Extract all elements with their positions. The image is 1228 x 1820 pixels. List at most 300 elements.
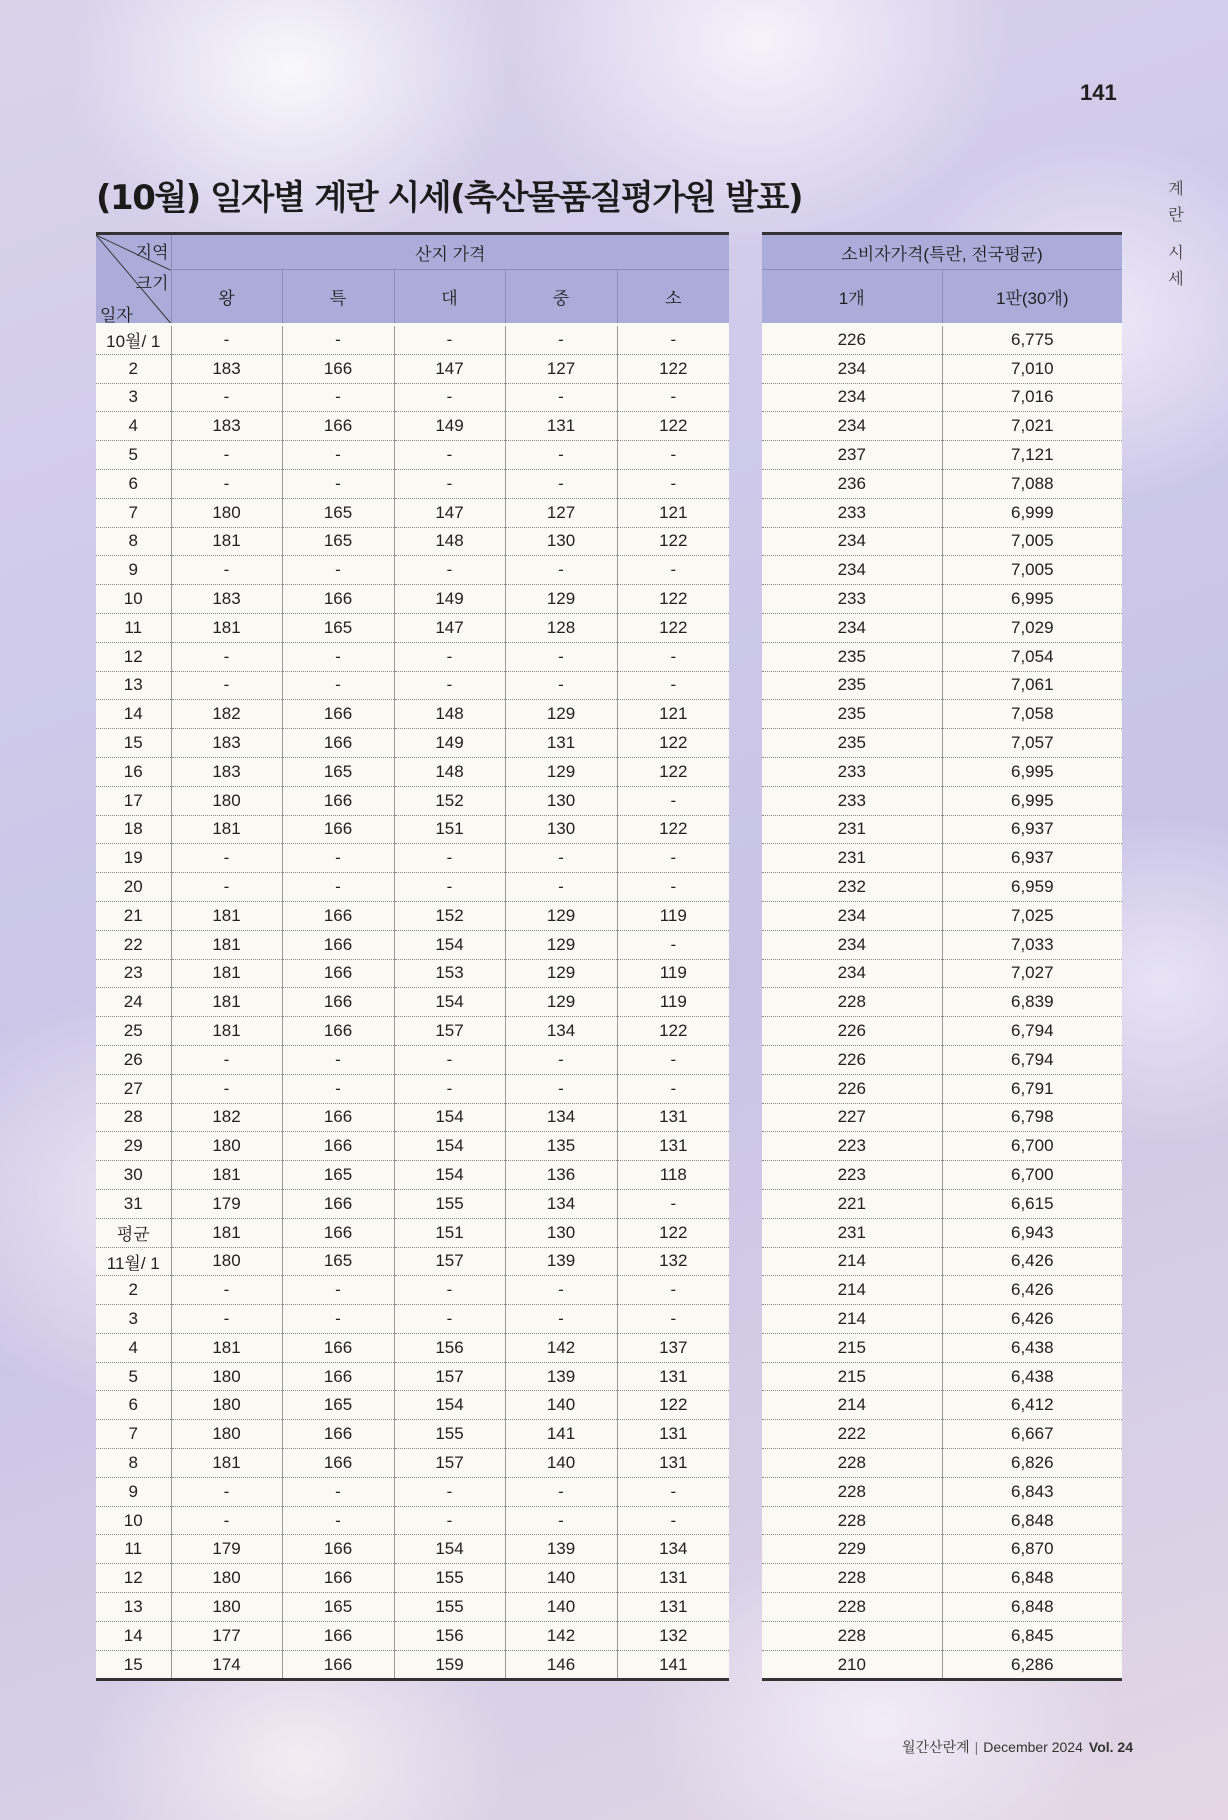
table-row xyxy=(762,844,1122,873)
date-cell: 3 xyxy=(96,1305,171,1334)
price-cell: - xyxy=(505,642,617,671)
price-cell: - xyxy=(282,1276,394,1305)
price-cell: 166 xyxy=(282,1420,394,1449)
price-cell: - xyxy=(171,1477,282,1506)
volume-label: Vol. 24 xyxy=(1088,1739,1133,1755)
price-cell: - xyxy=(505,383,617,412)
consumer-price-cell: 214 xyxy=(762,1247,942,1276)
consumer-price-cell: 6,995 xyxy=(942,585,1122,614)
consumer-price-cell: 228 xyxy=(762,1449,942,1478)
table-row xyxy=(96,1391,729,1420)
price-cell: 166 xyxy=(282,1621,394,1650)
consumer-price-cell: 226 xyxy=(762,1074,942,1103)
date-cell: 10 xyxy=(96,585,171,614)
price-cell: 183 xyxy=(171,729,282,758)
price-cell: 141 xyxy=(617,1650,729,1680)
table-row xyxy=(96,527,729,556)
consumer-price-cell: 6,870 xyxy=(942,1535,1122,1564)
consumer-price-cell: 215 xyxy=(762,1362,942,1391)
consumer-price-cell: 231 xyxy=(762,844,942,873)
consumer-price-cell: 7,016 xyxy=(942,383,1122,412)
consumer-price-cell: 226 xyxy=(762,1017,942,1046)
date-cell: 15 xyxy=(96,1650,171,1680)
consumer-price-cell: 7,057 xyxy=(942,729,1122,758)
price-cell: 122 xyxy=(617,1218,729,1247)
price-cell: 157 xyxy=(394,1449,505,1478)
price-cell: 139 xyxy=(505,1362,617,1391)
table-row xyxy=(762,930,1122,959)
price-cell: - xyxy=(505,1305,617,1334)
table-row xyxy=(762,1621,1122,1650)
date-cell: 8 xyxy=(96,527,171,556)
consumer-price-cell: 6,794 xyxy=(942,1045,1122,1074)
footer: 월간산란계 | December 2024 Vol. 24 xyxy=(902,1739,1133,1755)
corner-region-label: 지역 xyxy=(135,243,169,262)
price-cell: 122 xyxy=(617,613,729,642)
price-cell: 130 xyxy=(505,1218,617,1247)
consumer-price-cell: 233 xyxy=(762,585,942,614)
price-cell: 181 xyxy=(171,815,282,844)
table-row xyxy=(762,1391,1122,1420)
consumer-price-cell: 234 xyxy=(762,556,942,585)
consumer-price-cell: 7,027 xyxy=(942,959,1122,988)
price-cell: 157 xyxy=(394,1362,505,1391)
price-cell: - xyxy=(505,1074,617,1103)
consumer-price-cell: 7,033 xyxy=(942,930,1122,959)
price-cell: 181 xyxy=(171,959,282,988)
consumer-price-cell: 6,426 xyxy=(942,1305,1122,1334)
corner-size-label: 크기 xyxy=(135,274,169,293)
price-cell: - xyxy=(171,469,282,498)
side-label-char: 란 xyxy=(1168,205,1184,224)
price-cell: - xyxy=(617,873,729,902)
price-cell: - xyxy=(282,873,394,902)
consumer-price-cell: 221 xyxy=(762,1189,942,1218)
side-label xyxy=(1166,176,1186,292)
issue-date: December 2024 xyxy=(983,1739,1083,1755)
price-cell: 183 xyxy=(171,354,282,383)
date-cell: 11월/ 1 xyxy=(96,1247,171,1276)
table-row xyxy=(96,757,729,786)
date-cell: 5 xyxy=(96,441,171,470)
consumer-price-cell: 6,775 xyxy=(942,325,1122,355)
table-row xyxy=(762,412,1122,441)
price-cell: 127 xyxy=(505,354,617,383)
price-cell: 132 xyxy=(617,1621,729,1650)
table-row xyxy=(762,1161,1122,1190)
price-cell: 180 xyxy=(171,1420,282,1449)
consumer-price-cell: 6,843 xyxy=(942,1477,1122,1506)
consumer-price-cell: 234 xyxy=(762,412,942,441)
price-cell: - xyxy=(282,844,394,873)
table-row xyxy=(96,786,729,815)
magazine-name: 월간산란계 xyxy=(902,1739,970,1755)
price-cell: 166 xyxy=(282,1103,394,1132)
price-cell: 122 xyxy=(617,729,729,758)
price-cell: 122 xyxy=(617,527,729,556)
consumer-price-cell: 228 xyxy=(762,1593,942,1622)
consumer-price-cell: 214 xyxy=(762,1305,942,1334)
price-cell: - xyxy=(505,325,617,355)
price-cell: - xyxy=(282,1305,394,1334)
consumer-price-cell: 7,054 xyxy=(942,642,1122,671)
price-cell: 165 xyxy=(282,613,394,642)
price-cell: 147 xyxy=(394,498,505,527)
table-row xyxy=(96,1650,729,1680)
consumer-price-cell: 7,005 xyxy=(942,556,1122,585)
price-cell: 130 xyxy=(505,815,617,844)
price-cell: 182 xyxy=(171,700,282,729)
price-cell: 179 xyxy=(171,1535,282,1564)
consumer-price-cell: 7,021 xyxy=(942,412,1122,441)
price-cell: 140 xyxy=(505,1564,617,1593)
price-cell: 148 xyxy=(394,700,505,729)
consumer-price-cell: 234 xyxy=(762,613,942,642)
price-cell: - xyxy=(282,1477,394,1506)
date-cell: 7 xyxy=(96,1420,171,1449)
price-cell: 165 xyxy=(282,1247,394,1276)
date-cell: 4 xyxy=(96,412,171,441)
price-cell: 122 xyxy=(617,1017,729,1046)
price-cell: 177 xyxy=(171,1621,282,1650)
price-cell: - xyxy=(394,469,505,498)
price-cell: 166 xyxy=(282,1218,394,1247)
price-cell: 179 xyxy=(171,1189,282,1218)
price-cell: 130 xyxy=(505,527,617,556)
table-row xyxy=(96,873,729,902)
price-cell: 174 xyxy=(171,1650,282,1680)
table-row xyxy=(96,469,729,498)
consumer-price-cell: 232 xyxy=(762,873,942,902)
table-row xyxy=(96,1477,729,1506)
price-cell: 183 xyxy=(171,757,282,786)
price-cell: 154 xyxy=(394,988,505,1017)
consumer-price-cell: 235 xyxy=(762,642,942,671)
price-cell: 166 xyxy=(282,1535,394,1564)
price-cell: 180 xyxy=(171,1247,282,1276)
price-cell: - xyxy=(394,1477,505,1506)
price-cell: 149 xyxy=(394,412,505,441)
consumer-price-cell: 6,995 xyxy=(942,757,1122,786)
consumer-price-cell: 235 xyxy=(762,671,942,700)
price-cell: 119 xyxy=(617,988,729,1017)
price-cell: - xyxy=(394,1305,505,1334)
price-cell: - xyxy=(171,441,282,470)
price-cell: 140 xyxy=(505,1391,617,1420)
consumer-price-cell: 6,286 xyxy=(942,1650,1122,1680)
price-cell: 119 xyxy=(617,901,729,930)
table-row xyxy=(96,383,729,412)
date-cell: 8 xyxy=(96,1449,171,1478)
price-cell: 131 xyxy=(505,729,617,758)
table-row xyxy=(762,1420,1122,1449)
price-cell: 129 xyxy=(505,757,617,786)
date-cell: 27 xyxy=(96,1074,171,1103)
price-cell: 141 xyxy=(505,1420,617,1449)
price-cell: 166 xyxy=(282,1132,394,1161)
column-header: 1개 xyxy=(762,270,942,325)
date-cell: 평균 xyxy=(96,1218,171,1247)
price-cell: 131 xyxy=(617,1132,729,1161)
table-row xyxy=(96,1218,729,1247)
price-cell: - xyxy=(394,1074,505,1103)
table-row xyxy=(96,1449,729,1478)
table-row xyxy=(96,1276,729,1305)
price-cell: 153 xyxy=(394,959,505,988)
consumer-price-cell: 228 xyxy=(762,1621,942,1650)
price-cell: 180 xyxy=(171,498,282,527)
price-cell: - xyxy=(282,1045,394,1074)
price-cell: 181 xyxy=(171,901,282,930)
price-cell: 166 xyxy=(282,585,394,614)
price-cell: - xyxy=(617,325,729,355)
price-cell: 155 xyxy=(394,1189,505,1218)
date-cell: 26 xyxy=(96,1045,171,1074)
price-cell: 166 xyxy=(282,354,394,383)
price-cell: - xyxy=(394,1276,505,1305)
corner-header xyxy=(96,234,171,325)
consumer-price-cell: 7,088 xyxy=(942,469,1122,498)
table-row xyxy=(96,1161,729,1190)
price-cell: 149 xyxy=(394,585,505,614)
consumer-price-cell: 6,438 xyxy=(942,1333,1122,1362)
price-cell: 122 xyxy=(617,412,729,441)
price-cell: 180 xyxy=(171,786,282,815)
date-cell: 6 xyxy=(96,469,171,498)
price-cell: - xyxy=(394,383,505,412)
price-cell: 118 xyxy=(617,1161,729,1190)
price-cell: 152 xyxy=(394,901,505,930)
price-cell: 181 xyxy=(171,613,282,642)
price-cell: 129 xyxy=(505,901,617,930)
price-cell: 121 xyxy=(617,498,729,527)
table-row xyxy=(762,1333,1122,1362)
consumer-price-cell: 6,794 xyxy=(942,1017,1122,1046)
price-cell: - xyxy=(394,1506,505,1535)
table-row xyxy=(96,1305,729,1334)
date-cell: 2 xyxy=(96,354,171,383)
price-cell: - xyxy=(505,1276,617,1305)
price-cell: 139 xyxy=(505,1535,617,1564)
table-row xyxy=(762,354,1122,383)
consumer-price-cell: 226 xyxy=(762,325,942,355)
consumer-price-cell: 234 xyxy=(762,901,942,930)
price-cell: 157 xyxy=(394,1247,505,1276)
price-cell: 183 xyxy=(171,585,282,614)
table-row xyxy=(96,1506,729,1535)
table-row xyxy=(96,1362,729,1391)
price-cell: 140 xyxy=(505,1449,617,1478)
price-cell: 166 xyxy=(282,729,394,758)
price-cell: 137 xyxy=(617,1333,729,1362)
consumer-price-cell: 227 xyxy=(762,1103,942,1132)
price-cell: 166 xyxy=(282,1564,394,1593)
consumer-price-cell: 231 xyxy=(762,815,942,844)
side-label-char: 세 xyxy=(1168,269,1184,288)
date-cell: 10 xyxy=(96,1506,171,1535)
column-header: 대 xyxy=(394,270,505,325)
price-cell: 146 xyxy=(505,1650,617,1680)
consumer-price-cell: 223 xyxy=(762,1132,942,1161)
date-cell: 11 xyxy=(96,613,171,642)
table-row xyxy=(96,1333,729,1362)
table-row xyxy=(762,642,1122,671)
price-cell: 119 xyxy=(617,959,729,988)
price-cell: 151 xyxy=(394,1218,505,1247)
price-cell: 180 xyxy=(171,1391,282,1420)
date-cell: 12 xyxy=(96,642,171,671)
price-cell: - xyxy=(505,844,617,873)
consumer-price-cell: 233 xyxy=(762,498,942,527)
price-cell: - xyxy=(617,671,729,700)
consumer-price-cell: 7,061 xyxy=(942,671,1122,700)
consumer-price-cell: 237 xyxy=(762,441,942,470)
price-cell: - xyxy=(617,844,729,873)
price-cell: 181 xyxy=(171,1218,282,1247)
price-cell: 154 xyxy=(394,1103,505,1132)
price-cell: 134 xyxy=(617,1535,729,1564)
price-cell: 166 xyxy=(282,901,394,930)
consumer-price-cell: 234 xyxy=(762,354,942,383)
table-row xyxy=(762,1506,1122,1535)
table-row xyxy=(96,613,729,642)
price-cell: - xyxy=(617,1189,729,1218)
table-row xyxy=(96,959,729,988)
price-cell: 131 xyxy=(617,1362,729,1391)
price-cell: - xyxy=(505,873,617,902)
table-row xyxy=(762,1074,1122,1103)
consumer-price-cell: 6,700 xyxy=(942,1132,1122,1161)
price-cell: 165 xyxy=(282,498,394,527)
consumer-price-cell: 7,121 xyxy=(942,441,1122,470)
price-cell: 122 xyxy=(617,585,729,614)
consumer-price-cell: 6,700 xyxy=(942,1161,1122,1190)
price-cell: 181 xyxy=(171,1333,282,1362)
consumer-price-cell: 234 xyxy=(762,930,942,959)
date-cell: 28 xyxy=(96,1103,171,1132)
table-row xyxy=(762,441,1122,470)
price-cell: 134 xyxy=(505,1017,617,1046)
consumer-price-cell: 228 xyxy=(762,1564,942,1593)
consumer-price-cell: 6,826 xyxy=(942,1449,1122,1478)
price-cell: - xyxy=(617,1276,729,1305)
price-cell: 155 xyxy=(394,1593,505,1622)
price-cell: - xyxy=(282,441,394,470)
corner-date-label: 일자 xyxy=(100,306,133,325)
price-cell: 166 xyxy=(282,412,394,441)
table-row xyxy=(762,786,1122,815)
column-header: 중 xyxy=(505,270,617,325)
table-row xyxy=(96,1564,729,1593)
consumer-price-cell: 223 xyxy=(762,1161,942,1190)
price-cell: - xyxy=(171,325,282,355)
price-cell: 131 xyxy=(505,412,617,441)
date-cell: 24 xyxy=(96,988,171,1017)
column-header: 1판(30개) xyxy=(942,270,1122,325)
price-cell: 131 xyxy=(617,1449,729,1478)
consumer-price-cell: 236 xyxy=(762,469,942,498)
table-row xyxy=(762,873,1122,902)
price-cell: - xyxy=(171,383,282,412)
price-cell: - xyxy=(617,556,729,585)
price-cell: - xyxy=(171,1045,282,1074)
price-cell: - xyxy=(171,556,282,585)
table-row xyxy=(96,1535,729,1564)
date-cell: 3 xyxy=(96,383,171,412)
table-row xyxy=(762,729,1122,758)
consumer-price-cell: 235 xyxy=(762,729,942,758)
table-row xyxy=(762,1247,1122,1276)
consumer-price-cell: 6,426 xyxy=(942,1247,1122,1276)
table-row xyxy=(762,325,1122,355)
price-cell: 129 xyxy=(505,930,617,959)
table-row xyxy=(96,585,729,614)
price-cell: 149 xyxy=(394,729,505,758)
date-cell: 10월/ 1 xyxy=(96,325,171,355)
price-cell: 180 xyxy=(171,1593,282,1622)
date-cell: 21 xyxy=(96,901,171,930)
table-row xyxy=(96,671,729,700)
farm-price-group-header: 산지 가격 xyxy=(171,234,729,270)
consumer-price-cell: 222 xyxy=(762,1420,942,1449)
date-cell: 23 xyxy=(96,959,171,988)
price-cell: 181 xyxy=(171,930,282,959)
column-header: 소 xyxy=(617,270,729,325)
date-cell: 12 xyxy=(96,1564,171,1593)
price-cell: 181 xyxy=(171,1017,282,1046)
table-row xyxy=(762,1449,1122,1478)
consumer-price-cell: 6,937 xyxy=(942,844,1122,873)
table-row xyxy=(762,1362,1122,1391)
consumer-price-cell: 226 xyxy=(762,1045,942,1074)
price-cell: - xyxy=(394,844,505,873)
column-header: 왕 xyxy=(171,270,282,325)
consumer-price-group-header: 소비자가격(특란, 전국평균) xyxy=(762,234,1122,270)
price-cell: 166 xyxy=(282,959,394,988)
table-row xyxy=(762,1305,1122,1334)
price-cell: 139 xyxy=(505,1247,617,1276)
price-cell: - xyxy=(505,1477,617,1506)
consumer-price-cell: 7,025 xyxy=(942,901,1122,930)
date-cell: 31 xyxy=(96,1189,171,1218)
price-cell: - xyxy=(394,325,505,355)
date-cell: 6 xyxy=(96,1391,171,1420)
price-cell: 129 xyxy=(505,959,617,988)
price-cell: - xyxy=(505,441,617,470)
table-row xyxy=(762,988,1122,1017)
table-row xyxy=(96,1189,729,1218)
price-cell: 181 xyxy=(171,1449,282,1478)
price-cell: 134 xyxy=(505,1189,617,1218)
price-cell: - xyxy=(171,873,282,902)
price-cell: - xyxy=(617,1305,729,1334)
date-cell: 16 xyxy=(96,757,171,786)
price-cell: 122 xyxy=(617,815,729,844)
price-cell: 166 xyxy=(282,815,394,844)
consumer-price-cell: 6,791 xyxy=(942,1074,1122,1103)
consumer-price-cell: 6,848 xyxy=(942,1593,1122,1622)
date-cell: 13 xyxy=(96,1593,171,1622)
consumer-price-cell: 6,999 xyxy=(942,498,1122,527)
consumer-price-cell: 214 xyxy=(762,1391,942,1420)
price-cell: - xyxy=(617,930,729,959)
side-label-char: 시 xyxy=(1168,243,1184,262)
price-cell: 140 xyxy=(505,1593,617,1622)
table-row xyxy=(762,1276,1122,1305)
table-row xyxy=(96,700,729,729)
price-cell: 148 xyxy=(394,527,505,556)
consumer-price-cell: 229 xyxy=(762,1535,942,1564)
